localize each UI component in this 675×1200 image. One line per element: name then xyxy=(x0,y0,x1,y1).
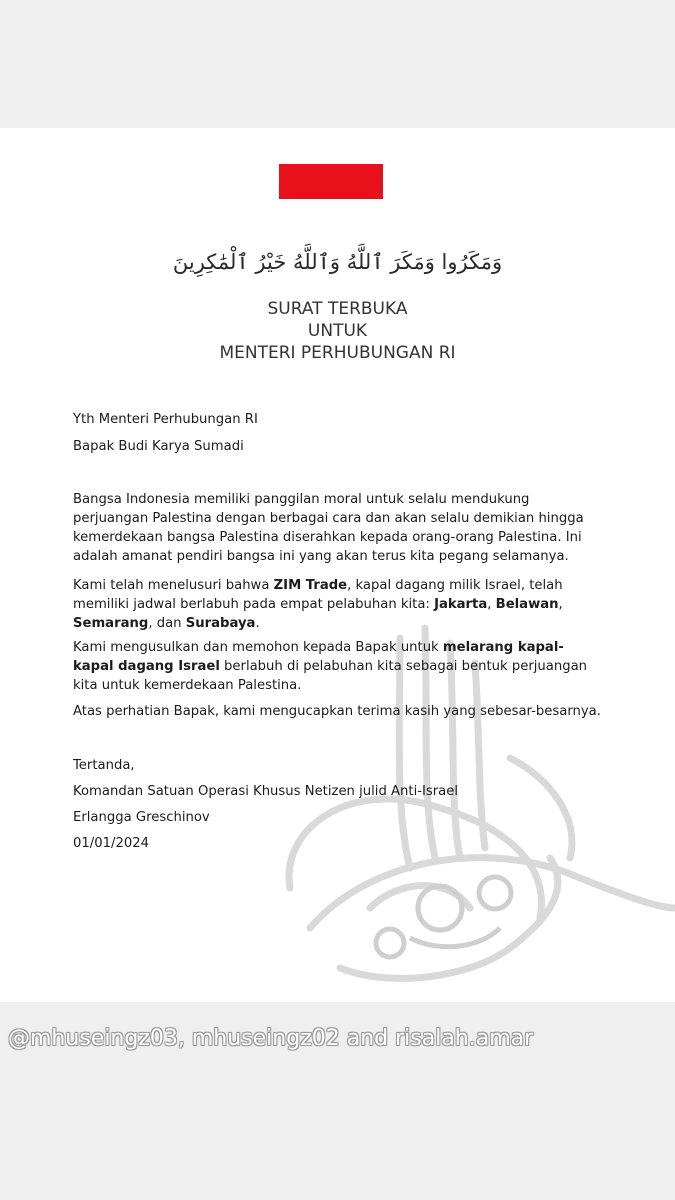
flag-red-stripe xyxy=(279,164,383,199)
paragraph-2 xyxy=(73,576,603,633)
port-jakarta: Jakarta xyxy=(434,597,488,612)
indonesia-flag-icon xyxy=(279,164,383,234)
closing: Tertanda, xyxy=(73,758,135,773)
title-line-3: MENTERI PERHUBUNGAN RI xyxy=(219,343,456,363)
period: . xyxy=(255,616,260,631)
port-surabaya: Surabaya xyxy=(185,616,256,631)
port-semarang: Semarang xyxy=(73,616,149,631)
signer-name: Erlangga Greschinov xyxy=(73,810,210,825)
recipient: Bapak Budi Karya Sumadi xyxy=(73,439,244,454)
port-belawan: Belawan xyxy=(495,597,559,612)
separator: , xyxy=(558,597,563,612)
mention-watermark: @mhuseingz03, mhuseingz02 and risalah.amar xyxy=(8,1026,534,1051)
zim-trade-text: ZIM Trade xyxy=(273,578,348,593)
paragraph-2-text: Kami telah menelusuri bahwa xyxy=(73,578,274,593)
separator: , dan xyxy=(148,616,186,631)
title-line-1: SURAT TERBUKA xyxy=(267,299,408,319)
letter-title xyxy=(0,298,675,364)
paragraph-3 xyxy=(73,638,603,695)
flag-white-stripe xyxy=(279,199,383,234)
salutation: Yth Menteri Perhubungan RI xyxy=(73,412,258,427)
separator: , xyxy=(487,597,496,612)
paragraph-4: Atas perhatian Bapak, kami mengucapkan terima kasih yang sebesar-besarnya. xyxy=(73,704,601,719)
signer-title: Komandan Satuan Operasi Khusus Netizen julid Anti-Israel xyxy=(73,784,459,799)
paragraph-2-text-2: , kapal dagang milik Israel, telah memiliki jadwal berlabuh pada empat pelabuhan kita: xyxy=(73,578,563,612)
ban-request-text: melarang kapal-kapal dagang Israel xyxy=(73,640,564,674)
paragraph-3-text-2: berlabuh di pelabuhan kita sebagai bentuk perjuangan kita untuk kemerdekaan Palestina. xyxy=(73,659,588,693)
arabic-verse: وَمَكَرُوا وَمَكَرَ ٱللَّهُ وَٱللَّهُ خَيْرُ ٱلْمَٰكِرِينَ xyxy=(172,250,503,274)
paragraph-1: Bangsa Indonesia memiliki panggilan moral untuk selalu mendukung perjuangan Palestina dengan berbagai cara dan akan selalu demikian hingga kemerdekaan bangsa Palestina diserahkan kepada orang-orang Palestina. Ini adalah amanat pendiri bangsa ini yang akan terus kita pegang selamanya. xyxy=(73,492,584,564)
letter-date: 01/01/2024 xyxy=(73,836,150,851)
title-line-2: UNTUK xyxy=(307,321,368,341)
paragraph-3-text: Kami mengusulkan dan memohon kepada Bapak untuk xyxy=(73,640,443,655)
letter-page xyxy=(0,128,675,1002)
